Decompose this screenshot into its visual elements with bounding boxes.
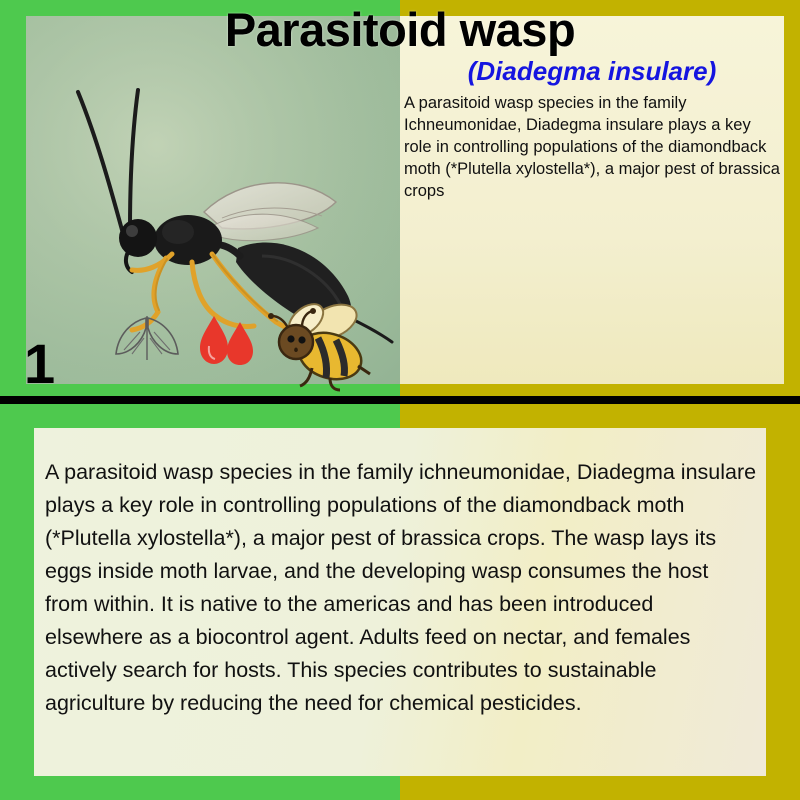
wings-icon bbox=[110, 310, 184, 377]
blood-drops-icon bbox=[196, 312, 258, 377]
card-number-badge: 1 bbox=[24, 332, 56, 395]
icon-row bbox=[110, 298, 380, 394]
bee-icon bbox=[260, 298, 380, 399]
bottom-panel bbox=[0, 404, 800, 800]
scientific-name: (Diadegma insulare) bbox=[467, 56, 717, 86]
short-description: A parasitoid wasp species in the family Ichneumonidae, Diadegma insulare plays a key role in controlling populations of the diamondback moth (*Plutella xylostella*), a major pest of brassica crops bbox=[404, 94, 780, 200]
long-description: A parasitoid wasp species in the family ichneumonidae, Diadegma insulare plays a key role in controlling populations of the diamondback moth (*Plutella xylostella*), a major pest of brassica crops. The wasp lays its eggs inside moth larvae, and the developing wasp consumes the host from within. It is native to the americas and has been introduced elsewhere as a biocontrol agent. Adults feed on nectar, and females actively search for hosts. This species contributes to sustainable agriculture by reducing the need for chemical pesticides. bbox=[45, 460, 757, 715]
description-panel bbox=[34, 428, 766, 776]
panel-divider bbox=[0, 396, 800, 404]
page-title: Parasitoid wasp bbox=[224, 3, 576, 56]
